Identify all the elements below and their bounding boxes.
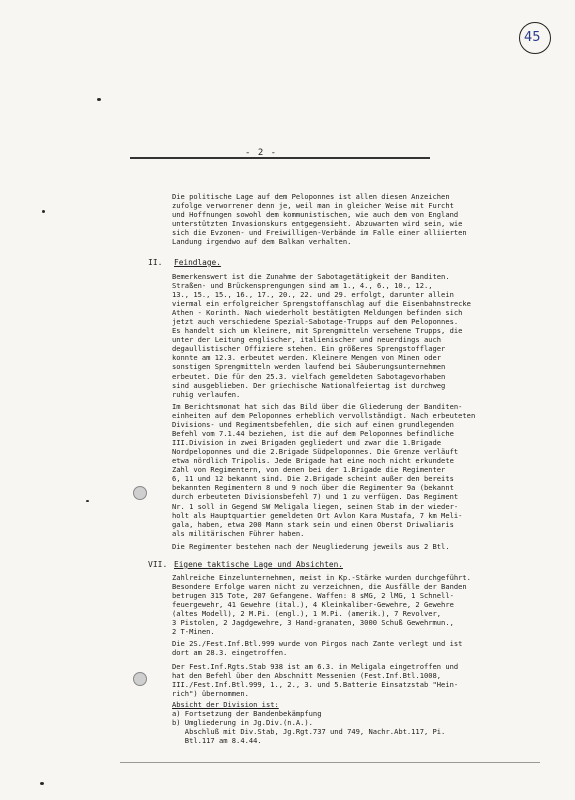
- text-line: jetzt auch verschiedene Spezial-Sabotage-Trupps auf dem Peloponnes.: [172, 317, 459, 327]
- text-line: bekannten Regimentern 8 und 9 noch über die Regimenter 9a (bekannt: [172, 483, 454, 493]
- binder-hole: [133, 672, 147, 686]
- text-line: dort am 28.3. eingetroffen.: [172, 648, 288, 658]
- scan-speck: [86, 500, 89, 502]
- scan-speck: [42, 210, 45, 213]
- section-title: Eigene taktische Lage und Absichten.: [174, 560, 343, 569]
- text-line: Die politische Lage auf dem Peloponnes ist allen diesen Anzeichen: [172, 192, 450, 201]
- scan-speck: [40, 782, 44, 785]
- section7-paragraph-2: [172, 639, 542, 657]
- text-line: sind ausgeblieben. Der griechische Nationalfeiertag ist durchweg: [172, 380, 446, 390]
- text-line: betrugen 315 Tote, 207 Gefangene. Waffen: 8 sMG, 2 lMG, 1 Schnell-: [172, 591, 454, 601]
- text-line: Der Fest.Inf.Rgts.Stab 938 ist am 6.3. in Meligala eingetroffen und: [172, 662, 459, 671]
- intent-item-b-line: Btl.117 am 8.4.44.: [172, 736, 262, 746]
- text-line: unter der Leitung englischer, italienischer und neuerdings auch: [172, 335, 442, 345]
- division-intent: [172, 700, 542, 745]
- text-line: Die 2S./Fest.Inf.Btl.999 wurde von Pirgos nach Zante verlegt und ist: [172, 639, 463, 648]
- text-line: Zahl von Regimentern, von denen bei der 1.Brigade die Regimenter: [172, 465, 446, 475]
- text-line: III./Fest.Inf.Btl.999, 1., 2., 3. und 5.Batterie Einsatzstab "Hein-: [172, 680, 459, 690]
- binder-hole: [133, 486, 147, 500]
- text-line: durch erbeuteten Divisionsbefehl 7) und 1 zu verfügen. Das Regiment: [172, 492, 459, 502]
- section7-paragraph-1: [172, 573, 542, 636]
- intent-item-a: a) Fortsetzung der Bandenbekämpfung: [172, 709, 322, 719]
- text-line: rich") übernommen.: [172, 689, 249, 699]
- text-line: Zahlreiche Einzelunternehmen, meist in Kp.-Stärke wurden durchgeführt.: [172, 573, 471, 582]
- text-line: holt als Hauptquartier gemeldeten Ort Avlon Kara Mustafa, 7 km Meli-: [172, 510, 463, 520]
- text-line: Athen - Korinth. Nach wiederholt bestätigten Meldungen befinden sich: [172, 308, 463, 318]
- section2-paragraph-2: [172, 402, 542, 538]
- header-rule: [130, 157, 430, 159]
- page-number: - 2 -: [245, 148, 278, 158]
- text-line: zufolge verworrener denn je, weil man in gleicher Weise mit Furcht: [172, 201, 454, 211]
- text-line: Bemerkenswert ist die Zunahme der Sabotagetätigkeit der Banditen.: [172, 272, 450, 281]
- text-line: feuergewehr, 41 Gewehre (ital.), 4 Kleinkaliber-Gewehre, 2 Gewehre: [172, 600, 454, 610]
- text-line: degaullistischer Offiziere stehen. Ein größeres Sprengstofflager: [172, 344, 446, 354]
- text-line: Nr. 1 soll in Gegend SW Meligala liegen, seinen Stab im der wieder-: [172, 501, 459, 511]
- text-line: Divisions- und Regimentsbefehlen, die sich auf einen grundlegenden: [172, 420, 454, 430]
- section-number: VII.: [148, 560, 168, 569]
- text-line: etwa nördlich Tripolis. Jede Brigade hat eine noch nicht erkundete: [172, 456, 454, 466]
- text-line: 6, 11 und 12 bekannt sind. Die 2.Brigade scheint außer den bereits: [172, 474, 454, 484]
- text-line: und Hoffnungen sowohl dem kommunistischen, wie auch dem von England: [172, 210, 459, 220]
- text-line: III.Division in zwei Brigaden gegliedert und zwar die 1.Brigade: [172, 438, 442, 448]
- text-line: Es handelt sich um kleinere, mit Sprengmitteln versehene Trupps, die: [172, 326, 463, 336]
- intent-item-b-line: b) Umgliederung in Jg.Div.(n.A.).: [172, 718, 313, 728]
- archive-number: 45: [524, 30, 541, 45]
- section-title: Feindlage.: [174, 258, 221, 267]
- text-line: 13., 15., 15., 16., 17., 20., 22. und 29. erfolgt, darunter allein: [172, 290, 454, 300]
- scan-speck: [97, 98, 101, 101]
- text-line: ruhig verlaufen.: [172, 389, 241, 399]
- text-line: einheiten auf dem Peloponnes erheblich vervollständigt. Nach erbeuteten: [172, 411, 476, 421]
- text-line: gala, haben, etwa 200 Mann stark sein und einen Oberst Driwaliaris: [172, 519, 454, 529]
- text-line: unterstützten Invasionskurs entgegensieht. Abzuwarten wird sein, wie: [172, 219, 463, 229]
- text-line: erbeutet. Die für den 25.3. vielfach gemeldeten Sabotagevorhaben: [172, 371, 446, 381]
- text-line: 3 Pistolen, 2 Jagdgewehre, 3 Hand-granaten, 3000 Schuß Gewehrmun.,: [172, 618, 454, 628]
- section2-paragraph-1: [172, 272, 542, 399]
- text-line: sich die Evzonen- und Freiwilligen-Verbände im Falle einer alliierten: [172, 228, 467, 238]
- text-line: konnte am 12.3. erbeutet werden. Kleinere Mengen von Minen oder: [172, 353, 442, 363]
- section7-paragraph-3: [172, 662, 542, 698]
- section-number: II.: [148, 258, 163, 267]
- text-line: viermal ein erfolgreicher Sprengstoffanschlag auf die Eisenbahnstrecke: [172, 299, 471, 309]
- text-line: sonstigen Sprengmitteln werden laufend bei Säuberungsunternehmen: [172, 362, 446, 372]
- section2-paragraph-3: [172, 542, 542, 551]
- intent-item-b-line: Abschluß mit Div.Stab, Jg.Rgt.737 und 749, Nachr.Abt.117, Pi.: [172, 727, 446, 737]
- bottom-rule: [120, 762, 540, 763]
- intent-title: Absicht der Division ist:: [172, 700, 279, 709]
- text-line: Befehl vom 7.1.44 beziehen, ist die auf dem Peloponnes befindliche: [172, 429, 454, 439]
- text-line: Besondere Erfolge waren nicht zu verzeichnen, die Ausfälle der Banden: [172, 582, 467, 592]
- text-line: Nordpeloponnes und die 2.Brigade Südpeloponnes. Die Grenze verläuft: [172, 447, 459, 457]
- text-line: 2 T-Minen.: [172, 627, 215, 637]
- text-line: hat den Befehl über den Abschnitt Messenien (Fest.Inf.Btl.1008,: [172, 671, 442, 681]
- text-line: (altes Modell), 2 M.Pi. (engl.), 1 M.Pi. (amerik.), 7 Revolver,: [172, 609, 442, 619]
- text-line: Straßen- und Brückensprengungen sind am 1., 4., 6., 10., 12.,: [172, 281, 433, 291]
- text-line: Landung irgendwo auf dem Balkan verhalten.: [172, 237, 352, 247]
- intro-paragraph: [172, 192, 542, 246]
- text-line: Die Regimenter bestehen nach der Neugliederung jeweils aus 2 Btl.: [172, 542, 450, 551]
- text-line: Im Berichtsmonat hat sich das Bild über die Gliederung der Banditen-: [172, 402, 463, 411]
- text-line: als militärischen Führer haben.: [172, 528, 305, 538]
